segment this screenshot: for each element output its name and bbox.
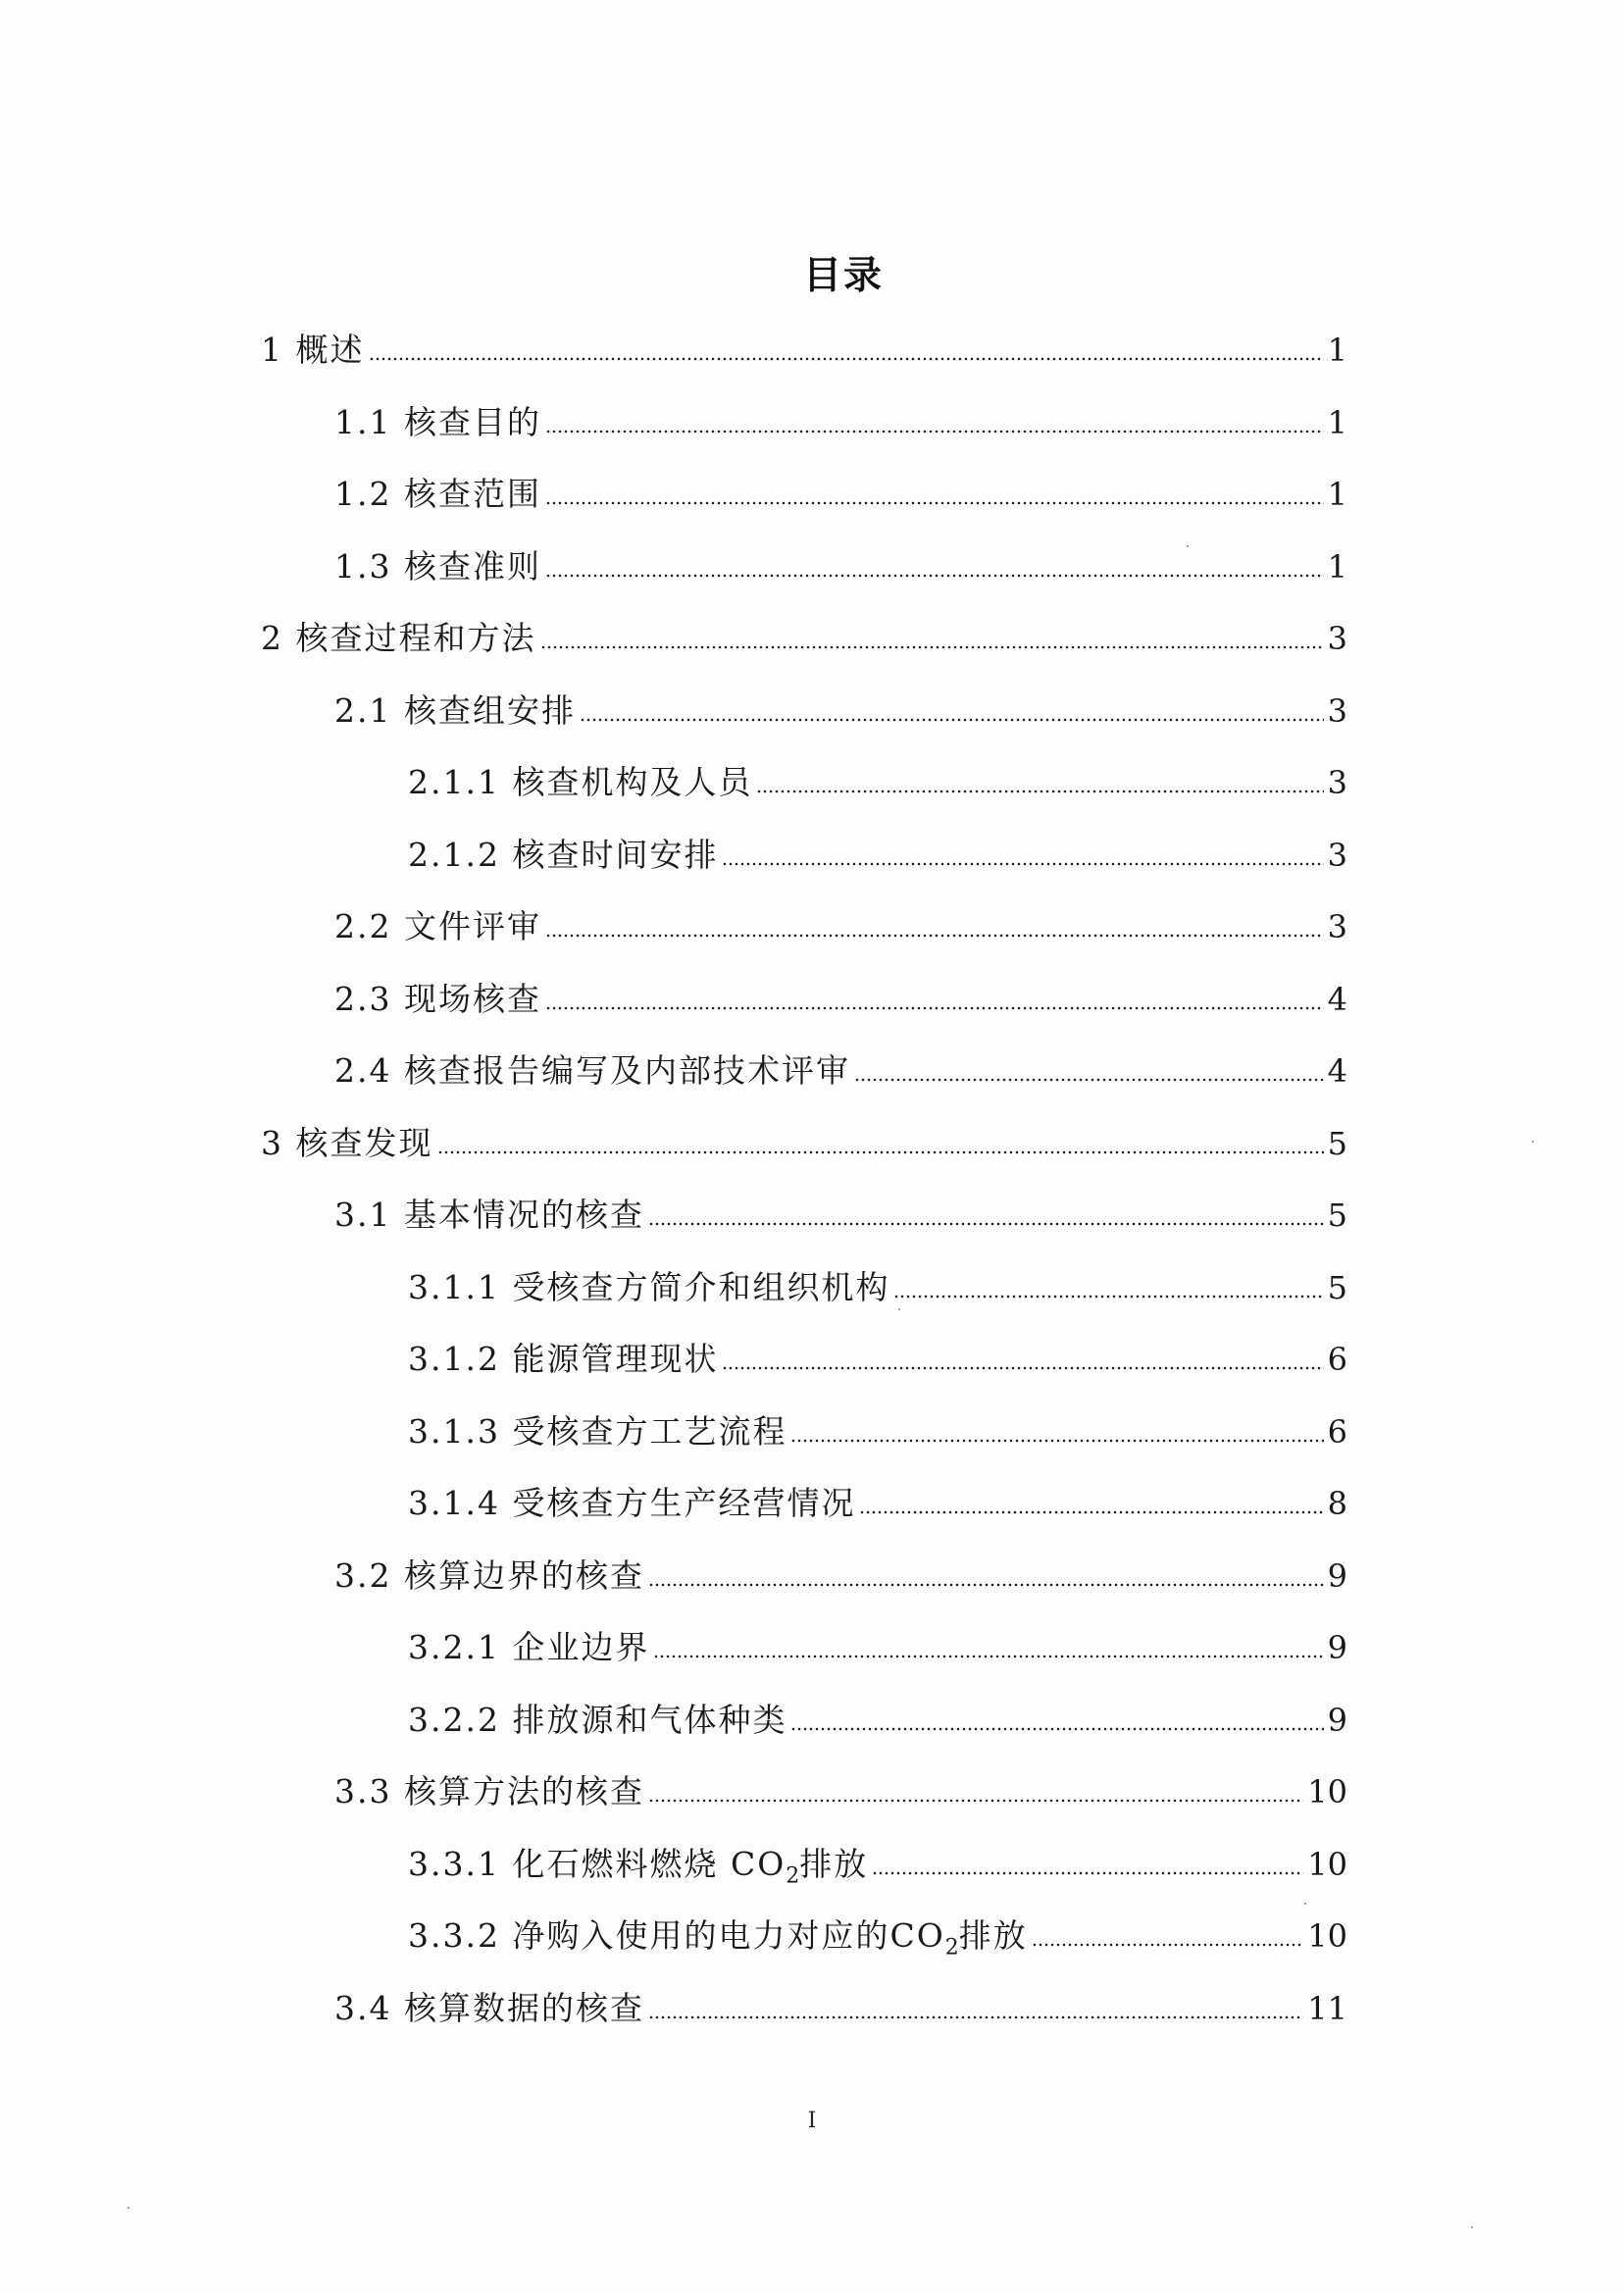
toc-entry[interactable] <box>334 470 1347 519</box>
toc-entry-label-suffix: 排放 <box>958 1916 1028 1955</box>
toc-entry[interactable] <box>408 1623 1347 1672</box>
toc-dot-leader <box>648 2015 1303 2019</box>
toc-dot-leader <box>648 1799 1303 1803</box>
toc-entry[interactable] <box>334 1767 1347 1816</box>
toc-entry-label-text: 2.1.2 核查时间安排 <box>408 835 719 874</box>
toc-entry-label <box>334 542 541 591</box>
toc-entry-page-number: 3 <box>1327 620 1347 657</box>
toc-dot-leader <box>545 430 1324 433</box>
scan-speck <box>127 2207 129 2209</box>
toc-entry-label <box>408 1623 649 1672</box>
toc-entry-page-number: 1 <box>1327 331 1347 369</box>
toc-entry-page-number: 3 <box>1327 764 1347 801</box>
toc-entry-label-text: 2 核查过程和方法 <box>261 619 536 657</box>
toc-entry-label-text: 3.1.3 受核查方工艺流程 <box>408 1411 787 1451</box>
toc-entry-label-subscript: 2 <box>944 1935 959 1961</box>
toc-entry-label-text: 3.1.2 能源管理现状 <box>408 1340 719 1378</box>
toc-entry-label-text: 2.3 现场核查 <box>334 979 541 1018</box>
toc-entry-label <box>334 1984 644 2033</box>
toc-entry-page-number: 1 <box>1327 547 1347 586</box>
toc-entry-label <box>408 1407 787 1456</box>
toc-entry-label <box>334 1046 850 1096</box>
toc-entry-label-text: 1.3 核查准则 <box>334 546 541 586</box>
toc-entry-label <box>408 1479 855 1528</box>
toc-entry-label <box>408 1335 718 1384</box>
toc-entry-page-number: 5 <box>1327 1124 1347 1162</box>
toc-entry[interactable] <box>334 1191 1347 1240</box>
toc-entry-label <box>334 975 541 1024</box>
toc-entry-label-text: 3.1.1 受核查方简介和组织机构 <box>408 1267 890 1306</box>
toc-entry[interactable] <box>334 398 1347 447</box>
toc-entry-label-text: 1.2 核查范围 <box>334 475 541 513</box>
toc-entry-page-number: 10 <box>1307 1845 1347 1883</box>
toc-entry[interactable] <box>334 975 1347 1024</box>
toc-dot-leader <box>893 1295 1323 1299</box>
toc-entry-label-text: 3.3.2 净购入使用的电力对应的CO <box>408 1916 945 1955</box>
toc-entry-page-number: 3 <box>1327 691 1347 730</box>
toc-entry-page-number: 9 <box>1327 1556 1347 1595</box>
toc-dot-leader <box>653 1655 1323 1658</box>
toc-dot-leader <box>648 1583 1324 1587</box>
toc-entry-label <box>408 758 752 807</box>
toc-entry-label <box>408 1840 868 1889</box>
toc-entry[interactable] <box>408 1840 1347 1889</box>
toc-entry-label <box>334 470 541 519</box>
toc-entry-page-number: 4 <box>1327 980 1347 1018</box>
toc-dot-leader <box>722 1366 1323 1370</box>
toc-dot-leader <box>756 790 1323 793</box>
toc-entry-label-text: 3.3 核算方法的核查 <box>334 1772 644 1810</box>
toc-entry-label <box>334 398 541 447</box>
toc-entry[interactable] <box>408 1911 1347 1961</box>
toc-dot-leader <box>648 1222 1324 1226</box>
toc-entry-label <box>408 1696 787 1745</box>
toc-dot-leader <box>859 1510 1323 1514</box>
toc-entry-page-number: 6 <box>1327 1341 1347 1378</box>
toc-dot-leader <box>545 934 1324 938</box>
toc-entry-label-text: 3 核查发现 <box>261 1123 433 1162</box>
toc-entry-label <box>334 1767 644 1816</box>
toc-dot-leader <box>790 1727 1323 1731</box>
toc-entry[interactable] <box>261 1119 1347 1168</box>
toc-entry[interactable] <box>334 542 1347 591</box>
page-title: 目录 <box>802 254 884 298</box>
toc-entry-label-text: 1.1 核查目的 <box>334 402 541 441</box>
toc-entry-page-number: 1 <box>1327 476 1347 513</box>
toc-dot-leader <box>872 1871 1303 1875</box>
toc-entry-label <box>261 614 536 663</box>
toc-entry[interactable] <box>334 1984 1347 2033</box>
toc-dot-leader <box>722 862 1323 866</box>
toc-entry[interactable] <box>261 614 1347 663</box>
toc-entry[interactable] <box>408 831 1347 880</box>
toc-entry-label <box>408 1911 1028 1961</box>
toc-entry-label-text: 2.2 文件评审 <box>334 907 541 945</box>
toc-entry-page-number: 5 <box>1327 1197 1347 1234</box>
scan-speck <box>898 1308 900 1310</box>
toc-entry-label-suffix: 排放 <box>799 1844 869 1883</box>
scan-speck <box>1532 1141 1534 1143</box>
toc-entry[interactable] <box>334 687 1347 736</box>
toc-entry-label <box>261 326 365 375</box>
toc-entry-label <box>334 902 541 951</box>
toc-dot-leader <box>854 1078 1324 1082</box>
toc-dot-leader <box>580 718 1324 722</box>
toc-entry-page-number: 8 <box>1327 1485 1347 1522</box>
toc-entry-label-text: 3.2.1 企业边界 <box>408 1628 650 1666</box>
scan-speck <box>1471 2226 1473 2228</box>
scan-speck <box>1304 1903 1306 1905</box>
toc-entry-page-number: 3 <box>1327 908 1347 945</box>
toc-entry-page-number: 10 <box>1307 1773 1347 1810</box>
toc-entry-label <box>261 1119 433 1168</box>
toc-entry-label-text: 2.1 核查组安排 <box>334 690 576 730</box>
toc-entry[interactable] <box>408 1263 1347 1312</box>
toc-entry-label-text: 3.1 基本情况的核查 <box>334 1196 644 1234</box>
toc-entry-page-number: 4 <box>1327 1052 1347 1090</box>
toc-entry-label-text: 2.4 核查报告编写及内部技术评审 <box>334 1051 850 1090</box>
toc-entry-label-text: 3.4 核算数据的核查 <box>334 1988 644 2027</box>
toc-dot-leader <box>437 1150 1324 1154</box>
toc-dot-leader <box>545 1006 1324 1010</box>
toc-entry-label-text: 3.2 核算边界的核查 <box>334 1555 644 1595</box>
toc-entry[interactable] <box>408 1696 1347 1745</box>
toc-entry[interactable] <box>408 1335 1347 1384</box>
toc-entry[interactable] <box>261 326 1347 375</box>
page-number: I <box>807 2109 817 2133</box>
toc-entry-label-text: 3.1.4 受核查方生产经营情况 <box>408 1484 856 1522</box>
toc-entry-page-number: 10 <box>1307 1917 1347 1955</box>
toc-entry-label <box>334 687 576 736</box>
toc-entry[interactable] <box>334 1552 1347 1601</box>
toc-entry-page-number: 1 <box>1327 403 1347 441</box>
toc-entry-label-subscript: 2 <box>786 1863 800 1889</box>
toc-entry-page-number: 11 <box>1307 1989 1347 2027</box>
toc-dot-leader <box>545 574 1324 578</box>
toc-entry-page-number: 9 <box>1327 1629 1347 1666</box>
toc-entry-page-number: 5 <box>1327 1268 1347 1306</box>
toc-entry-label-text: 2.1.1 核查机构及人员 <box>408 763 753 801</box>
toc-dot-leader <box>790 1439 1323 1443</box>
toc-entry-label-text: 1 概述 <box>261 331 365 369</box>
toc-entry-page-number: 3 <box>1327 836 1347 874</box>
toc-entry-label <box>408 831 718 880</box>
toc-entry-page-number: 6 <box>1327 1412 1347 1451</box>
toc-dot-leader <box>540 645 1324 649</box>
toc-entry[interactable] <box>334 1046 1347 1096</box>
toc-entry-label <box>334 1552 644 1601</box>
scan-speck <box>1187 545 1189 547</box>
toc-dot-leader <box>369 357 1324 361</box>
toc-entry-page-number: 9 <box>1327 1701 1347 1739</box>
toc-entry-label <box>408 1263 889 1312</box>
toc-entry-label-text: 3.2.2 排放源和气体种类 <box>408 1700 787 1739</box>
toc-entry[interactable] <box>408 758 1347 807</box>
toc-entry[interactable] <box>408 1407 1347 1456</box>
toc-entry-label <box>334 1191 644 1240</box>
toc-dot-leader <box>545 501 1324 505</box>
toc-entry[interactable] <box>334 902 1347 951</box>
toc-entry-label-text: 3.3.1 化石燃料燃烧 CO <box>408 1844 787 1883</box>
toc-entry[interactable] <box>408 1479 1347 1528</box>
toc-dot-leader <box>1032 1943 1304 1947</box>
